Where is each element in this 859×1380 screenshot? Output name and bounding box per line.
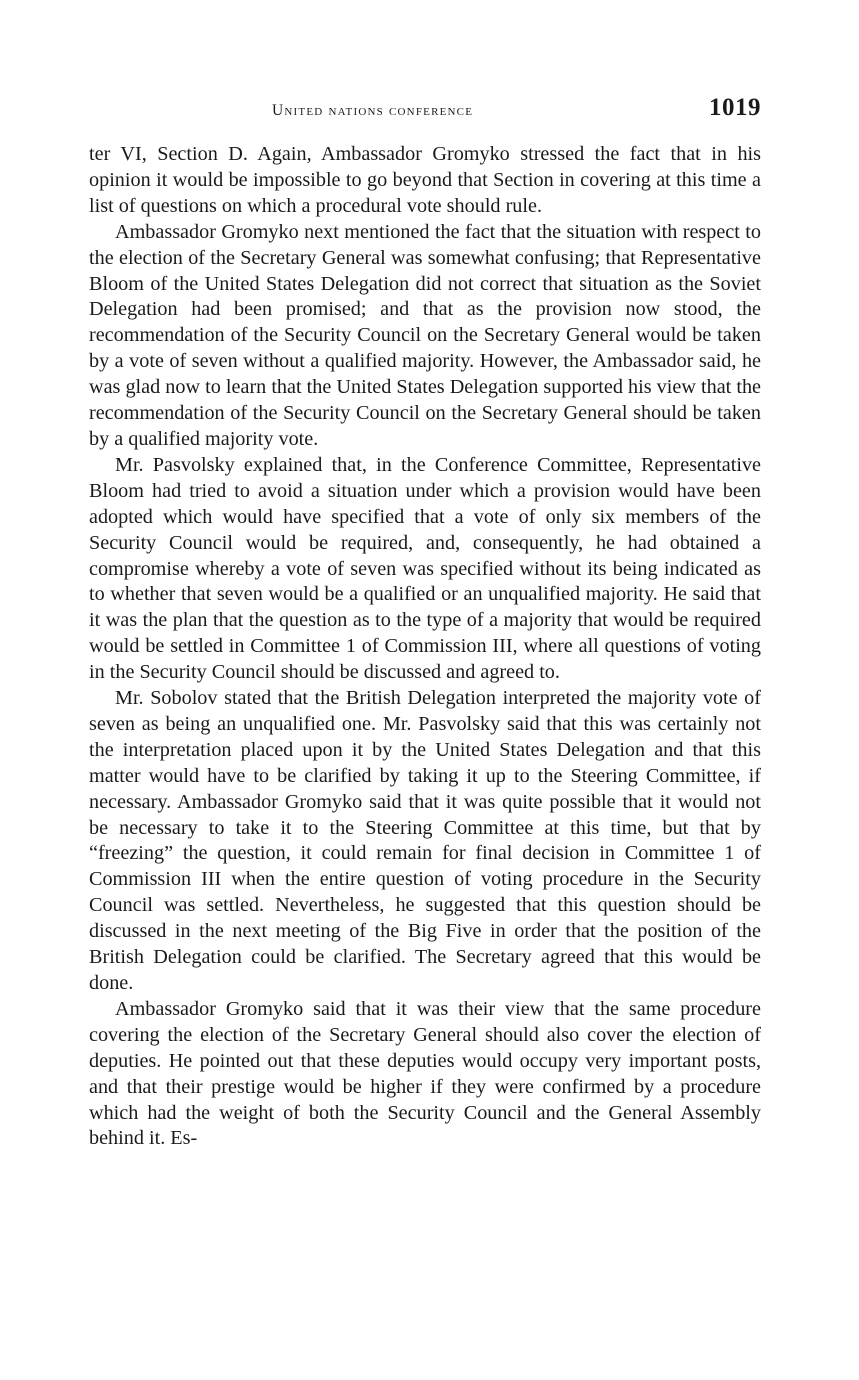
paragraph-gromyko-secretary-general: Ambassador Gromyko next mentioned the fact that the situation with respect to the election of the Secretary General was somewhat confusing; that Representative Bloom of the United States Delegation did not correct that situation as the Soviet Delegation had been promised; and that as the provision now stood, the recommendation of the Security Council on the Secretary General would be taken by a vote of seven without a qualified majority. However, the Ambassador said, he was glad now to learn that the United States Delegation supported his view that the recommendation of the Security Council on the Secretary General should be taken by a qualified majority vote.	[89, 220, 761, 450]
paragraph-sobolov-british-delegation: Mr. Sobolov stated that the British Delegation interpreted the majority vote of seven as being an unqualified one. Mr. Pasvolsky said that this was certainly not the interpretation placed upon it by the United States Delegation and that this matter would have to be clarified by taking it up to the Steering Committee, if necessary. Ambassador Gromyko said that it was quite possible that it would not be necessary to take it to the Steering Committee at this time, but that by “freezing” the question, it could remain for final decision in Committee 1 of Commission III when the entire question of voting procedure in the Security Council was settled. Nevertheless, he suggested that this question should be discussed in the next meeting of the Big Five in order that the position of the British Delegation could be clarified. The Secretary agreed that this would be done.	[89, 687, 761, 994]
running-header	[89, 94, 761, 128]
page-number: 1019	[709, 94, 761, 121]
document-page	[89, 0, 761, 1380]
body-text	[89, 142, 761, 1152]
paragraph-continuation: ter VI, Section D. Again, Ambassador Gromyko stressed the fact that in his opinion it would be impossible to go beyond that Section in covering at this time a list of questions on which a procedural vote should rule.	[89, 143, 761, 217]
paragraph-pasvolsky-explanation: Mr. Pasvolsky explained that, in the Conference Committee, Representative Bloom had tried to avoid a situation under which a provision would have been adopted which would have specified that a vote of only six members of the Security Council would be required, and, consequently, he had obtained a compromise whereby a vote of seven was specified without its being indicated as to whether that seven would be a qualified or an unqualified majority. He said that it was the plan that the question as to the type of a majority that would be required would be settled in Committee 1 of Commission III, where all questions of voting in the Security Council should be discussed and agreed to.	[89, 453, 761, 684]
paragraph-gromyko-deputies: Ambassador Gromyko said that it was their view that the same procedure covering the election of the Secretary General should also cover the election of deputies. He pointed out that these deputies would occupy very important posts, and that their prestige would be higher if they were confirmed by a procedure which had the weight of both the Security Council and the General Assembly behind it. Es-	[89, 997, 761, 1150]
running-title: United nations conference	[272, 102, 474, 119]
